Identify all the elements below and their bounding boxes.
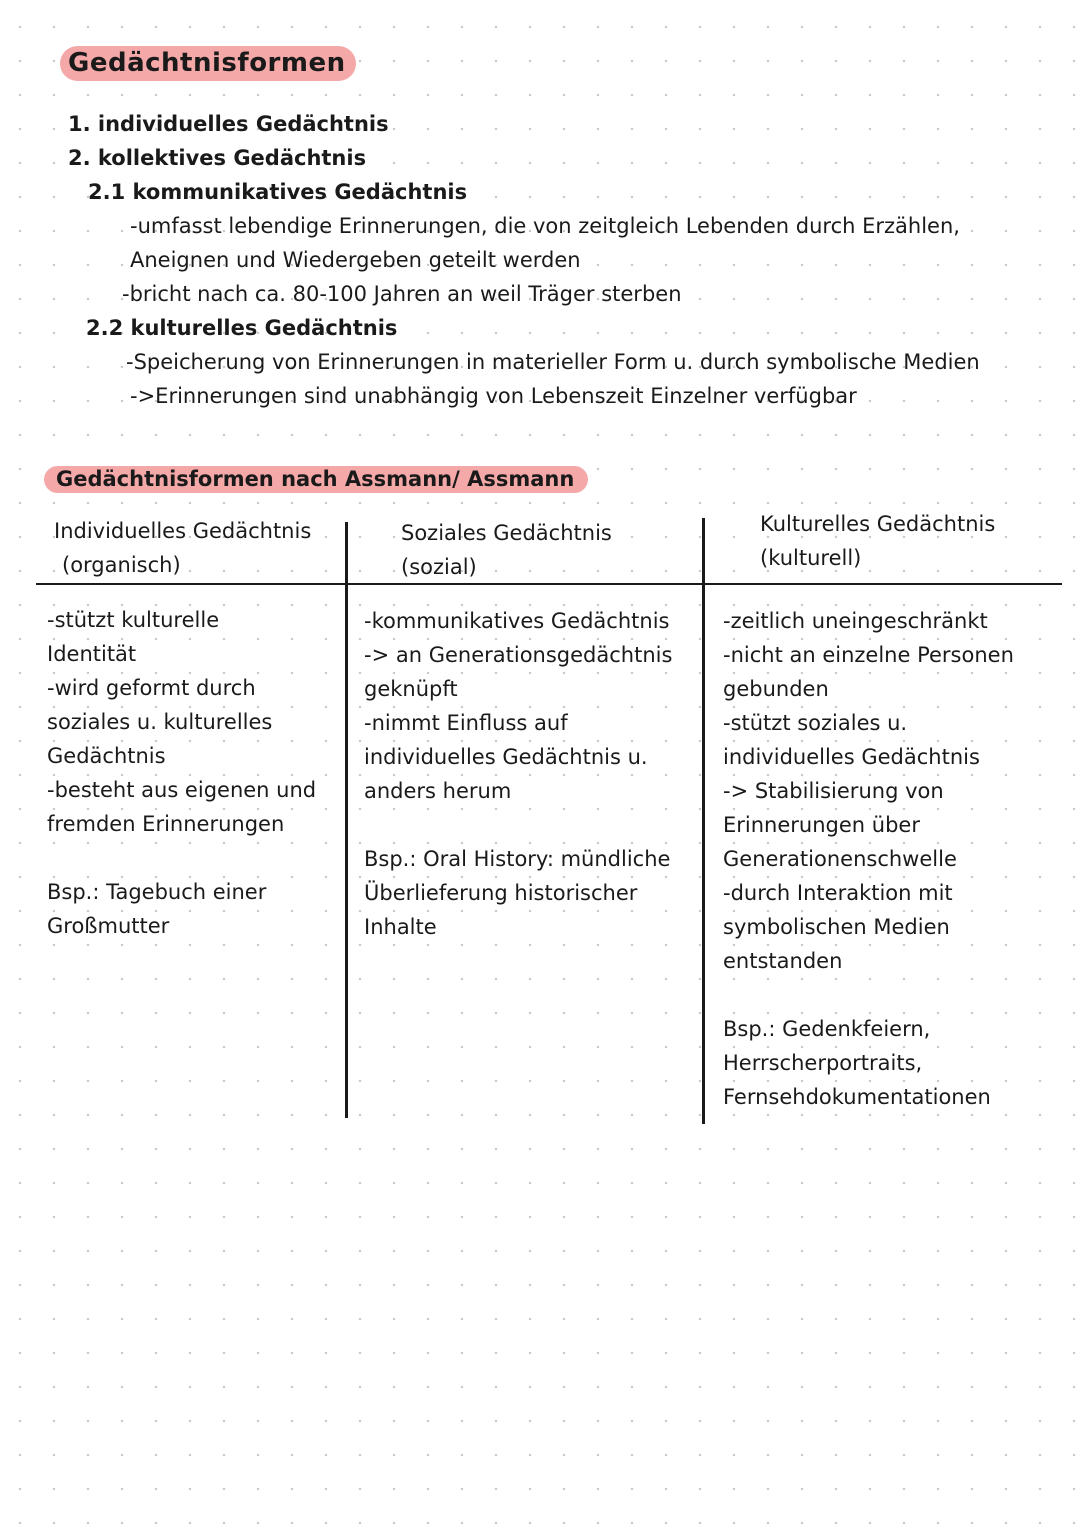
column-header-subtitle: (organisch) [62,553,181,577]
table-cell-line: -stützt soziales u. [723,711,908,735]
list-item-1: 1. individuelles Gedächtnis [68,112,389,136]
column-divider [345,522,348,1118]
column-header-title: Soziales Gedächtnis [401,521,612,545]
table-cell-line: symbolischen Medien [723,915,950,939]
table-cell-line: Bsp.: Oral History: mündliche [364,847,671,871]
table-cell-line: Bsp.: Tagebuch einer [47,880,267,904]
table-cell-line: entstanden [723,949,843,973]
list-item-2-2-text: -Speicherung von Erinnerungen in materieller Form u. durch symbolische Medien [126,350,980,374]
table-cell-line: Inhalte [364,915,437,939]
table-cell-line: -nimmt Einfluss auf [364,711,568,735]
table-cell-line: anders herum [364,779,512,803]
table-cell-line: Überlieferung historischer [364,881,638,905]
table-cell-line: Identität [47,642,137,666]
table-cell-line: Großmutter [47,914,170,938]
column-body-individuell [47,603,316,943]
column-header-title: Kulturelles Gedächtnis [760,512,996,536]
list-item-2-1-text: -umfasst lebendige Erinnerungen, die von zeitgleich Lebenden durch Erzählen, [130,214,960,238]
table-cell-line [364,808,672,842]
list-item-2-1: 2.1 kommunikatives Gedächtnis [88,180,468,204]
list-item-2-2: 2.2 kulturelles Gedächtnis [86,316,398,340]
column-body-kulturell [723,604,1014,1114]
table-cell-line: -besteht aus eigenen und [47,778,317,802]
table-cell-line: Generationenschwelle [723,847,957,871]
column-header-individuell [54,514,311,582]
table-cell-line [723,978,1014,1012]
table-cell-line: geknüpft [364,677,458,701]
section-title-assmann: Gedächtnisformen nach Assmann/ Assmann [44,466,588,493]
column-body-sozial [364,604,672,944]
column-header-subtitle: (kulturell) [760,546,862,570]
table-cell-line: Gedächtnis [47,744,166,768]
table-cell-line: soziales u. kulturelles [47,710,273,734]
list-item-2: 2. kollektives Gedächtnis [68,146,367,170]
table-cell-line: -> an Generationsgedächtnis [364,643,673,667]
table-cell-line: -> Stabilisierung von [723,779,944,803]
table-cell-line: Erinnerungen über [723,813,920,837]
table-cell-line: Bsp.: Gedenkfeiern, [723,1017,931,1041]
list-item-2-2-text: ->Erinnerungen sind unabhängig von Lebenszeit Einzelner verfügbar [130,384,857,408]
table-cell-line [47,841,316,875]
table-cell-line: fremden Erinnerungen [47,812,285,836]
column-header-sozial [401,516,612,584]
table-cell-line: -stützt kulturelle [47,608,220,632]
table-cell-line: -durch Interaktion mit [723,881,953,905]
table-cell-line: individuelles Gedächtnis u. [364,745,648,769]
section-title-gedaechtnisformen: Gedächtnisformen [60,46,356,81]
column-header-title: Individuelles Gedächtnis [54,519,312,543]
table-cell-line: individuelles Gedächtnis [723,745,980,769]
table-cell-line: Fernsehdokumentationen [723,1085,991,1109]
table-cell-line: -wird geformt durch [47,676,256,700]
table-cell-line: gebunden [723,677,829,701]
table-cell-line: -kommunikatives Gedächtnis [364,609,670,633]
table-cell-line: -zeitlich uneingeschränkt [723,609,988,633]
list-item-2-1-text: -bricht nach ca. 80-100 Jahren an weil Träger sterben [122,282,682,306]
table-cell-line: Herrscherportraits, [723,1051,923,1075]
list-item-2-1-text: Aneignen und Wiedergeben geteilt werden [130,248,581,272]
column-divider [702,518,705,1124]
column-header-kulturell [760,507,995,575]
column-header-subtitle: (sozial) [401,555,477,579]
table-cell-line: -nicht an einzelne Personen [723,643,1014,667]
